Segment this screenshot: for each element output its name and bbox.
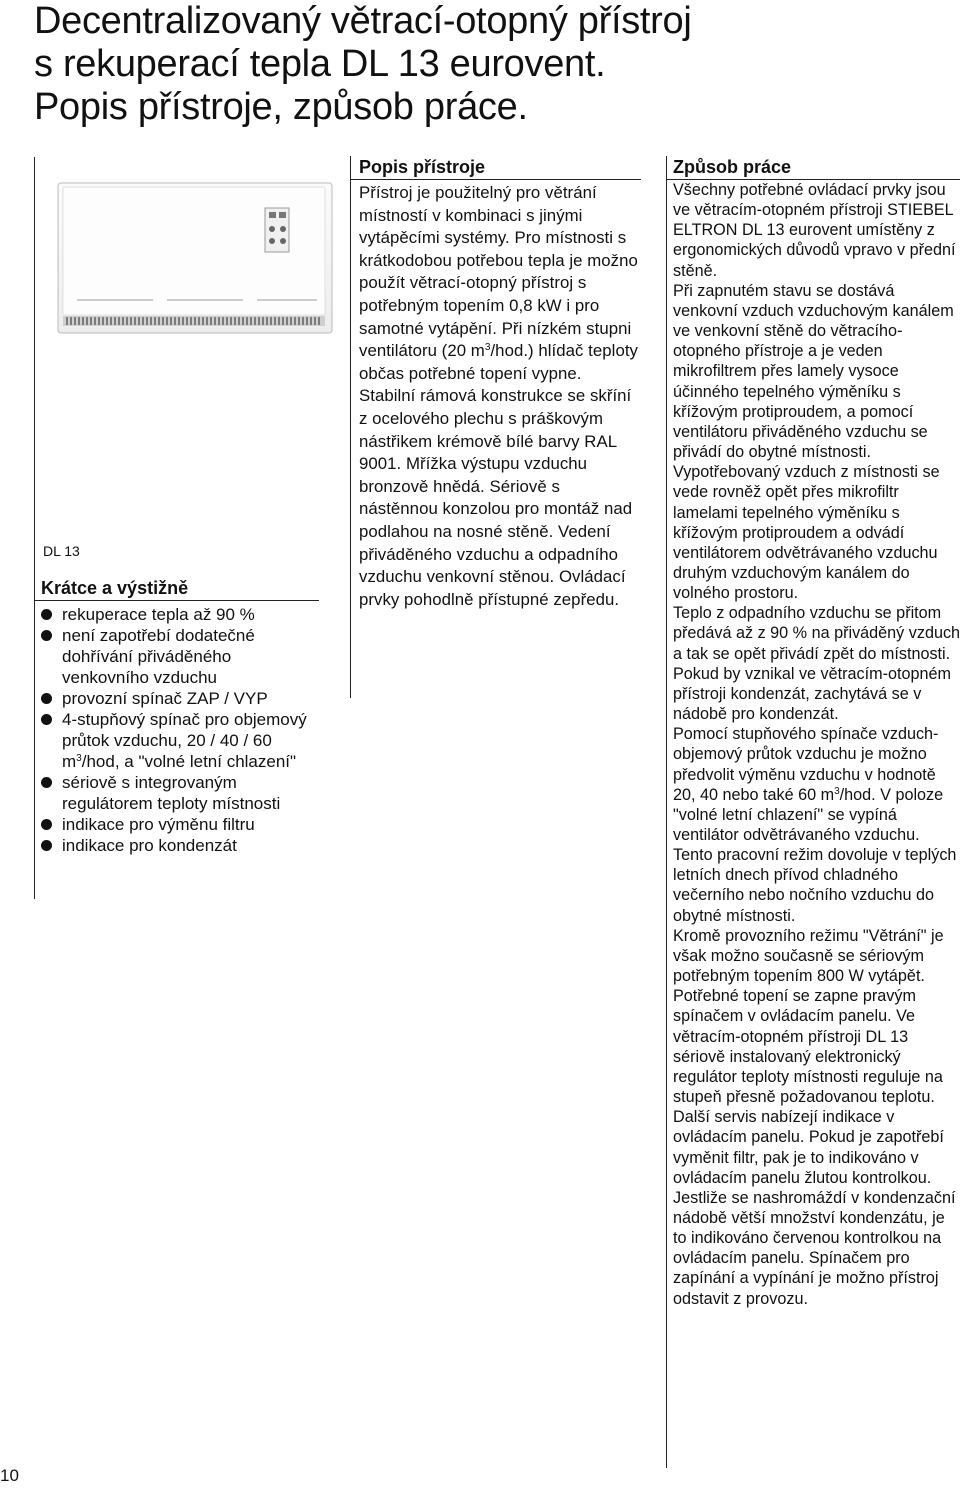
list-item: 4-stupňový spínač pro objemový průtok vzduchu, 20 / 40 / 60 $m^3$/hod, a "volné letní chlazení"	[35, 709, 319, 772]
operation-paragraph-8: Další servis nabízejí indikace v ovládacím panelu. Pokud je zapotřebí vyměnit filtr, pak je to indikováno v ovládacím panelu žlutou kontrolkou. Jestliže se nashromáždí v kondenzační nádobě větší množství kondenzátu, je to indikováno červenou kontrolkou na ovládacím panelu. Spínačem pro zapínání a vypínání je možno přístroj odstavit z provozu.	[673, 1108, 956, 1308]
title-line-3: Popis přístroje, způsob práce.	[34, 86, 528, 128]
device-illustration	[57, 182, 333, 334]
description-text: Přístroj je použitelný pro větrání místností v kombinaci s jinými vytápěcími systémy. Pro místnosti s krátkodobou potřebou tepla je možno použít větrací-otopný přístroj s potřebným topením 0,8 kW i pro samotné vytápění. Při nízkém stupni ventilátoru (20 $m^3/hod$.) hlídač teploty občas potřebné topení vypne. Stabilní rámová konstrukce se skříní z ocelového plechu s práškovým nástřikem krémově bílé barvy RAL 9001. Mřížka výstupu vzduchu bronzově hnědá. Sériově s nástěnnou konzolou pro montáž nad podlahou na nosné stěně. Vedení přiváděného vzduchu a odpadního vzduchu venkovní stěnou. Ovládací prvky pohodlně přístupné zepředu.	[359, 183, 638, 609]
operation-paragraph-4: Teplo z odpadního vzduchu se přitom předává až z 90 % na přiváděný vzduch a tak se opět přivádí zpět do místnosti.	[673, 604, 960, 663]
description-column	[350, 156, 641, 698]
bullet-icon	[41, 840, 52, 851]
brief-list	[35, 604, 319, 856]
list-item: sériově s integrovaným regulátorem teploty místnosti	[35, 772, 319, 814]
brief-section	[35, 577, 319, 856]
operation-paragraph-7: Kromě provozního režimu "Větrání" je však možno současně se sériovým potřebným topením 800 W vytápět. Potřebné topení se zapne pravým spínačem v ovládacím panelu. Ve větracím-otopném přístroji DL 13 sériově instalovaný elektronický regulátor teploty místnosti reguluje na stupeň přesně požadovanou teplotu.	[673, 926, 944, 1107]
bullet-icon	[41, 714, 52, 725]
bullet-icon	[41, 777, 52, 788]
operation-paragraph-5: Pokud by vznikal ve větracím-otopném přístroji kondenzát, zachytává se v nádobě pro kondenzát.	[673, 664, 952, 724]
operation-column	[666, 156, 960, 1468]
operation-paragraph-1: Všechny potřebné ovládací prvky jsou ve větracím-otopném přístroji STIEBEL ELTRON DL 13 eurovent umístěny z ergonomických důvodů vpravo v přední stěně.	[673, 181, 956, 280]
list-item: indikace pro kondenzát	[35, 835, 319, 856]
bullet-icon	[41, 609, 52, 620]
list-item: rekuperace tepla až 90 %	[35, 604, 319, 625]
brief-heading: Krátce a výstižně	[35, 577, 319, 601]
list-item: není zapotřebí dodatečné dohřívání přiváděného venkovního vzduchu	[35, 625, 319, 688]
title-line-2: s rekuperací tepla DL 13 eurovent.	[34, 43, 606, 85]
operation-paragraph-2: Při zapnutém stavu se dostává venkovní vzduch vzduchovým kanálem ve venkovní stěně do větracího-otopného přístroje a je veden mikrofiltrem přes lamely vysoce účinného tepelného výměníku s křížovým protiproudem, a pomocí ventilátoru přiváděného vzduchu se přivádí do obytné místnosti.	[673, 281, 954, 462]
operation-heading: Způsob práce	[667, 156, 960, 180]
page-number: 10	[0, 1466, 19, 1485]
left-column	[34, 157, 319, 899]
list-item: provozní spínač ZAP / VYP	[35, 688, 319, 709]
bullet-icon	[41, 630, 52, 641]
operation-paragraph-3: Vypotřebovaný vzduch z místnosti se vede rovněž opět přes mikrofiltr lamelami tepelného výměníku s křížovým protiproudem a odvádí ventilátorem odvětrávaného vzduchu druhým vzduchovým kanálem do volného prostoru.	[673, 463, 940, 603]
page-title	[34, 0, 934, 129]
title-line-1: Decentralizovaný větrací-otopný přístroj	[34, 0, 692, 42]
operation-paragraph-6: Pomocí stupňového spínače vzduch-objemový průtok vzduchu je možno předvolit výměnu vzduchu v hodnotě 20, 40 nebo také 60 $m^3$/hod. V poloze "volné letní chlazení" se vypíná ventilátor odvětrávaného vzduchu. Tento pracovní režim dovoluje v teplých letních dnech přívod chladného večerního nebo nočního vzduchu do obytné místnosti.	[673, 725, 957, 925]
ventilation-unit-image	[57, 182, 333, 334]
device-caption: DL 13	[43, 543, 80, 559]
list-item: indikace pro výměnu filtru	[35, 814, 319, 835]
bullet-icon	[41, 819, 52, 830]
description-heading: Popis přístroje	[351, 156, 641, 180]
bullet-icon	[41, 693, 52, 704]
